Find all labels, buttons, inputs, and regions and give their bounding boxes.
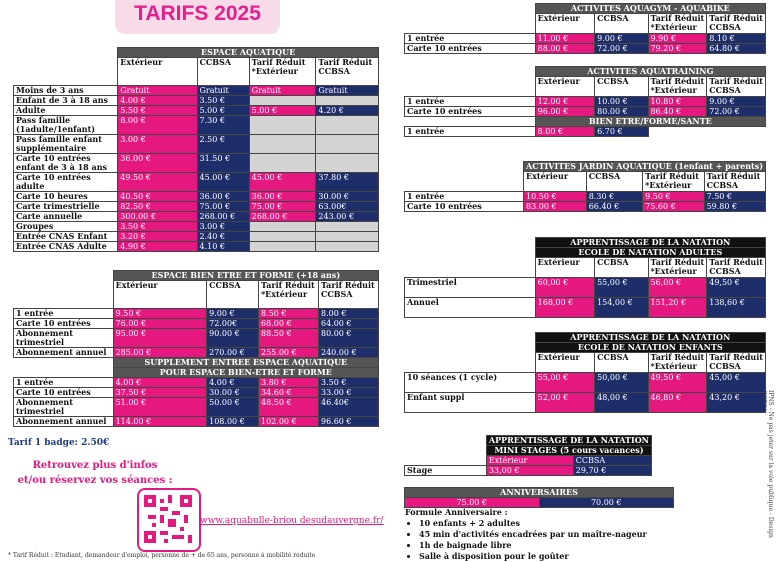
table-row xyxy=(14,388,379,398)
row-label: Abonnement trimestriel xyxy=(14,398,114,417)
price-ext: 5.50 € xyxy=(118,106,197,116)
price-re xyxy=(249,154,316,173)
table-row xyxy=(405,44,766,54)
price-re: Gratuit xyxy=(249,86,316,96)
table-row xyxy=(14,319,379,329)
price-cc: 4.00 € xyxy=(207,378,259,388)
row-label: 1 entrée xyxy=(405,34,536,44)
table-row xyxy=(14,106,379,116)
col-reduit-ccbsa: Tarif Réduit CCBSA xyxy=(707,14,766,34)
price-rc xyxy=(316,96,379,106)
table-subtitle: ECOLE DE NATATION ENFANTS xyxy=(535,343,765,353)
price-re: 151,20 € xyxy=(648,298,707,318)
price-ext: 83.00 € xyxy=(524,202,587,212)
price-re: 255.00 € xyxy=(259,348,319,358)
price-cc: 2.50 € xyxy=(197,135,249,154)
col-reduit-ext: Tarif Réduit *Extérieur xyxy=(643,172,704,192)
col-exterieur: Extérieur xyxy=(486,456,573,466)
table-row xyxy=(14,154,379,173)
price-rc: 3.50 € xyxy=(318,378,378,388)
row-label: Carte 10 entrées enfant de 3 à 18 ans xyxy=(14,154,118,173)
price-rc xyxy=(316,135,379,154)
price-cc: 31.50 € xyxy=(197,154,249,173)
price-cc: 72.00€ xyxy=(207,319,259,329)
row-label: Abonnement annuel xyxy=(14,348,114,358)
col-reduit-ext: Tarif Réduit *Extérieur xyxy=(249,58,316,86)
table-row xyxy=(405,298,766,318)
price-rc xyxy=(316,242,379,252)
price-ext: 55,00 € xyxy=(535,373,595,393)
price-cc: 108.00 € xyxy=(207,417,259,427)
col-reduit-ccbsa: Tarif Réduit CCBSA xyxy=(316,58,379,86)
table-title: APPRENTISSAGE DE LA NATATION xyxy=(535,333,765,343)
price-ext: 40.50 € xyxy=(118,192,197,202)
row-label: Abonnement annuel xyxy=(14,417,114,427)
row-label: 1 entrée xyxy=(405,192,524,202)
price-cc: 50,00 € xyxy=(595,373,648,393)
row-label: Carte annuelle xyxy=(14,212,118,222)
price-ext: 11.00 € xyxy=(535,34,595,44)
price-rc: 37.80 € xyxy=(316,173,379,192)
price-re xyxy=(249,116,316,135)
price-re xyxy=(249,242,316,252)
row-label: 1 entrée xyxy=(14,309,114,319)
col-reduit-ccbsa: Tarif Réduit CCBSA xyxy=(704,172,765,192)
table-title: ACTIVITES AQUAGYM - AQUABIKE xyxy=(535,4,765,14)
price-ext: 4.90 € xyxy=(118,242,197,252)
col-reduit-ext: Tarif Réduit *Extérieur xyxy=(648,77,707,97)
footnote: * Tarif Réduit : Etudiant, demandeur d'emploi, personne de + de 65 ans, personne à mobilité réduite xyxy=(8,552,316,559)
table-row xyxy=(14,173,379,192)
price-cc: 7.30 € xyxy=(197,116,249,135)
table-title: APPRENTISSAGE DE LA NATATION xyxy=(486,436,651,446)
table-row xyxy=(405,373,766,393)
price-ext: 300.00 € xyxy=(118,212,197,222)
price-rc: 46.40€ xyxy=(318,398,378,417)
formule-list xyxy=(405,518,647,562)
formule-item: • 45 min d'activités encadrées par un maître-nageur xyxy=(419,529,647,540)
stages-table xyxy=(404,435,652,476)
price-rc: 4.20 € xyxy=(316,106,379,116)
price-cc: 268.00 € xyxy=(197,212,249,222)
col-reduit-ext: Tarif Réduit *Extérieur xyxy=(648,14,707,34)
col-ccbsa: CCBSA xyxy=(595,14,648,34)
price-re: 268.00 € xyxy=(249,212,316,222)
price-re: 79.20 € xyxy=(648,44,707,54)
price-cc: 66.40 € xyxy=(586,202,642,212)
table-row xyxy=(14,329,379,348)
row-label: Pass famille enfant supplémentaire xyxy=(14,135,118,154)
price-ext: 3.50 € xyxy=(118,222,197,232)
price-rc: 43,20 € xyxy=(707,393,766,413)
price-ext: 49.50 € xyxy=(118,173,197,192)
price-rc: 63.00€ xyxy=(316,202,379,212)
price-ext: 9.50 € xyxy=(113,309,207,319)
price-ext: 52,00 € xyxy=(535,393,595,413)
row-label: Carte trimestrielle xyxy=(14,202,118,212)
price-ext: 51.00 € xyxy=(113,398,207,417)
price-rc: Gratuit xyxy=(316,86,379,96)
row-label: Carte 10 entrées xyxy=(14,388,114,398)
price-ext: 8.00 € xyxy=(118,116,197,135)
price-re: 75.00 € xyxy=(249,202,316,212)
price-ext: Gratuit xyxy=(118,86,197,96)
price-re: 48.50 € xyxy=(259,398,319,417)
col-exterieur: Extérieur xyxy=(535,14,595,34)
table-title: ACTIVITES AQUATRAINING xyxy=(535,67,765,77)
formule-item: • 1h de baignade libre xyxy=(419,540,647,551)
price-rc: 9.00 € xyxy=(707,97,766,107)
price-cc: 45.00 € xyxy=(197,173,249,192)
col-ccbsa: CCBSA xyxy=(197,58,249,86)
col-exterieur: Extérieur xyxy=(535,353,595,373)
row-label: 1 entrée xyxy=(405,97,536,107)
price-ext: 168,00 € xyxy=(535,298,594,318)
formule-title: Formule Anniversaire : xyxy=(405,507,508,517)
price-re: 49,50 € xyxy=(648,373,707,393)
price-re: 5.00 € xyxy=(249,106,316,116)
price-rc: 96.60 € xyxy=(318,417,378,427)
price-cc: 75.00 € xyxy=(197,202,249,212)
price-cc: 9.00 € xyxy=(207,309,259,319)
price-rc: 59.80 € xyxy=(704,202,765,212)
col-reduit-ext: Tarif Réduit *Extérieur xyxy=(648,353,707,373)
price-rc: 49,50 € xyxy=(707,278,766,298)
price-rc: 72.00 € xyxy=(707,107,766,117)
table-row xyxy=(14,398,379,417)
row-label: Enfant suppl xyxy=(405,393,536,413)
price-re: 34.60 € xyxy=(259,388,319,398)
col-exterieur: Extérieur xyxy=(535,258,594,278)
row-label: Carte 10 entrées adulte xyxy=(14,173,118,192)
col-ccbsa: CCBSA xyxy=(573,456,651,466)
table-title: ACTIVITES JARDIN AQUATIQUE (1enfant + parents) xyxy=(524,162,766,172)
qr-code-icon[interactable] xyxy=(144,495,192,543)
price-cc: 4.10 € xyxy=(197,242,249,252)
table-row xyxy=(405,192,766,202)
price-rc: 243.00 € xyxy=(316,212,379,222)
col-ccbsa: CCBSA xyxy=(595,258,648,278)
price-re: 45.00 € xyxy=(249,173,316,192)
price-rc: 7.50 € xyxy=(704,192,765,202)
price-re: 3.80 € xyxy=(259,378,319,388)
bien-etre-table xyxy=(13,270,379,427)
table-row xyxy=(405,34,766,44)
row-label: Carte 10 entrées xyxy=(405,202,524,212)
badge-price: Tarif 1 badge: 2.50€ xyxy=(8,438,110,448)
price-ext: 10.50 € xyxy=(524,192,587,202)
table-row xyxy=(14,417,379,427)
natation-enfants-table xyxy=(404,332,766,413)
price-ext: 76.00 € xyxy=(113,319,207,329)
table-row xyxy=(14,242,379,252)
price-re: 86.40 € xyxy=(648,107,707,117)
row-label: Carte 10 entrées xyxy=(14,319,114,329)
table-row xyxy=(14,192,379,202)
price-rc: 8.00 € xyxy=(318,309,378,319)
col-ccbsa: CCBSA xyxy=(586,172,642,192)
col-ccbsa: CCBSA xyxy=(595,77,648,97)
row-label: Trimestriel xyxy=(405,278,536,298)
col-reduit-ccbsa: Tarif Réduit CCBSA xyxy=(707,258,766,278)
col-exterieur: Extérieur xyxy=(535,77,595,97)
table-row xyxy=(14,86,379,96)
table-row xyxy=(14,116,379,135)
price-re: 88.50 € xyxy=(259,329,319,348)
price-cc: 5.00 € xyxy=(197,106,249,116)
row-label: 10 séances (1 cycle) xyxy=(405,373,536,393)
price-ext: 60,00 € xyxy=(535,278,594,298)
price-ccbsa: 70.00 € xyxy=(539,498,674,508)
price-rc xyxy=(316,222,379,232)
price-cc: 10.00 € xyxy=(595,97,648,107)
row-label: Carte 10 entrées xyxy=(405,44,536,54)
price-rc xyxy=(316,232,379,242)
price-ext: 37.50 € xyxy=(113,388,207,398)
col-exterieur: Extérieur xyxy=(524,172,587,192)
price-cc: 90.00 € xyxy=(207,329,259,348)
price-ext: 82.50 € xyxy=(118,202,197,212)
price-exterieur: 75.00 € xyxy=(405,498,540,508)
price-rc: 30.00 € xyxy=(316,192,379,202)
table-row xyxy=(14,309,379,319)
table-row xyxy=(405,393,766,413)
price-cc: 3.50 € xyxy=(197,96,249,106)
price-cc: 8.30 € xyxy=(586,192,642,202)
price-cc: 270.00 € xyxy=(207,348,259,358)
price-cc: 154,00 € xyxy=(595,298,648,318)
price-re: 75.60 € xyxy=(643,202,704,212)
col-ccbsa: CCBSA xyxy=(207,281,259,309)
price-re: 9.50 € xyxy=(643,192,704,202)
price-re: 10.80 € xyxy=(648,97,707,107)
row-label: Carte 10 heures xyxy=(14,192,118,202)
price-re xyxy=(249,232,316,242)
price-re: 102.00 € xyxy=(259,417,319,427)
table-row: 1 entrée 8.00 € 6.70 € xyxy=(405,127,766,137)
price-re xyxy=(249,96,316,106)
jardin-aquatique-table xyxy=(404,161,766,212)
table-row xyxy=(405,107,766,117)
price-ext: 36.00 € xyxy=(118,154,197,173)
table-subtitle: ECOLE DE NATATION ADULTES xyxy=(535,248,765,258)
price-re: 56,00 € xyxy=(648,278,707,298)
aquatraining-table xyxy=(404,66,766,137)
price-rc xyxy=(316,116,379,135)
price-ext: 95.00 € xyxy=(113,329,207,348)
table-title: ESPACE AQUATIQUE xyxy=(118,48,379,58)
table-subtitle: MINI STAGES (5 cours vacances) xyxy=(486,446,651,456)
price-ext: 96.00 € xyxy=(535,107,595,117)
row-label: Groupes xyxy=(14,222,118,232)
price-ext: 3.20 € xyxy=(118,232,197,242)
price-cc: Gratuit xyxy=(197,86,249,96)
col-reduit-ccbsa: Tarif Réduit CCBSA xyxy=(707,77,766,97)
table-row: Stage 33,00 € 29,70 € xyxy=(405,466,652,476)
row-label: Pass famille (1adulte/1enfant) xyxy=(14,116,118,135)
price-cc: 80.00 € xyxy=(595,107,648,117)
price-re xyxy=(249,222,316,232)
price-rc: 80.00 € xyxy=(318,329,378,348)
website-link[interactable]: www.aquabulle-briou desudauvergne.fr/ xyxy=(200,516,384,526)
price-cc: 50.00 € xyxy=(207,398,259,417)
anniversaires-table xyxy=(404,487,674,508)
price-re: 9.90 € xyxy=(648,34,707,44)
table-row xyxy=(405,278,766,298)
aquagym-table xyxy=(404,3,766,54)
price-cc: 72.00 € xyxy=(595,44,648,54)
supp-subtitle: POUR ESPACE BIEN-ETRE ET FORME xyxy=(113,368,378,378)
price-cc: 2.40 € xyxy=(197,232,249,242)
formule-item: • Salle à disposition pour le goûter xyxy=(419,551,647,562)
price-cc: 30.00 € xyxy=(207,388,259,398)
row-label: Annuel xyxy=(405,298,536,318)
col-exterieur: Extérieur xyxy=(118,58,197,86)
price-ext: 3.00 € xyxy=(118,135,197,154)
row-label: Entrée CNAS Adulte xyxy=(14,242,118,252)
price-ext: 4.00 € xyxy=(113,378,207,388)
price-rc: 33.00 € xyxy=(318,388,378,398)
price-re: 46,80 € xyxy=(648,393,707,413)
price-ext: 12.00 € xyxy=(535,97,595,107)
price-cc: 55,00 € xyxy=(595,278,648,298)
price-rc: 240.00 € xyxy=(318,348,378,358)
price-rc: 64.00 € xyxy=(318,319,378,329)
col-reduit-ext: Tarif Réduit *Extérieur xyxy=(648,258,707,278)
col-reduit-ccbsa: Tarif Réduit CCBSA xyxy=(707,353,766,373)
price-ext: 114.00 € xyxy=(113,417,207,427)
table-row xyxy=(405,202,766,212)
table-row xyxy=(14,378,379,388)
row-label: Enfant de 3 à 18 ans xyxy=(14,96,118,106)
price-ext: 4.00 € xyxy=(118,96,197,106)
price-rc: 45,00 € xyxy=(707,373,766,393)
natation-adultes-table xyxy=(404,237,766,318)
price-cc: 48,00 € xyxy=(595,393,648,413)
row-label: Carte 10 entrées xyxy=(405,107,536,117)
table-row xyxy=(14,135,379,154)
row-label: Abonnement trimestriel xyxy=(14,329,114,348)
info-text: Retrouvez plus d'infos et/ou réservez vos séances : xyxy=(17,460,173,486)
table-row xyxy=(14,96,379,106)
row-label: Adulte xyxy=(14,106,118,116)
price-ext: 285.00 € xyxy=(113,348,207,358)
row-label: Moins de 3 ans xyxy=(14,86,118,96)
price-rc: 8.10 € xyxy=(707,34,766,44)
price-ext: 88.00 € xyxy=(535,44,595,54)
col-reduit-ext: Tarif Réduit *Extérieur xyxy=(259,281,319,309)
price-rc: 138,60 € xyxy=(707,298,766,318)
col-exterieur: Extérieur xyxy=(113,281,207,309)
col-ccbsa: CCBSA xyxy=(595,353,648,373)
price-re: 68.00 € xyxy=(259,319,319,329)
table-row xyxy=(14,212,379,222)
row-label: Entrée CNAS Enfant xyxy=(14,232,118,242)
price-rc xyxy=(316,154,379,173)
supp-title: SUPPLEMENT ENTREE ESPACE AQUATIQUE xyxy=(113,358,378,368)
price-rc: 64.80 € xyxy=(707,44,766,54)
price-cc: 36.00 € xyxy=(197,192,249,202)
row-label: 1 entrée xyxy=(14,378,114,388)
table-title: ANNIVERSAIRES xyxy=(405,488,674,498)
subsection-title: BIEN ETRE/FORME/SANTE xyxy=(535,117,765,127)
espace-aquatique-table xyxy=(13,47,379,252)
side-text: IPNS - Ne pas jeter sur la voie publique - Design xyxy=(767,390,774,538)
table-row xyxy=(14,348,379,358)
formule-anniversaire xyxy=(405,507,647,562)
price-cc: 9.00 € xyxy=(595,34,648,44)
table-row xyxy=(14,232,379,242)
table-row xyxy=(405,97,766,107)
table-title: ESPACE BIEN ETRE ET FORME (+18 ans) xyxy=(113,271,378,281)
table-row xyxy=(14,222,379,232)
page-title: TARIFS 2025 xyxy=(115,0,280,34)
price-re: 8.50 € xyxy=(259,309,319,319)
price-re xyxy=(249,135,316,154)
price-re: 36.00 € xyxy=(249,192,316,202)
formule-item: • 10 enfants + 2 adultes xyxy=(419,518,647,529)
col-reduit-ccbsa: Tarif Réduit CCBSA xyxy=(318,281,378,309)
table-row xyxy=(14,202,379,212)
price-cc: 3.00 € xyxy=(197,222,249,232)
table-title: APPRENTISSAGE DE LA NATATION xyxy=(535,238,765,248)
